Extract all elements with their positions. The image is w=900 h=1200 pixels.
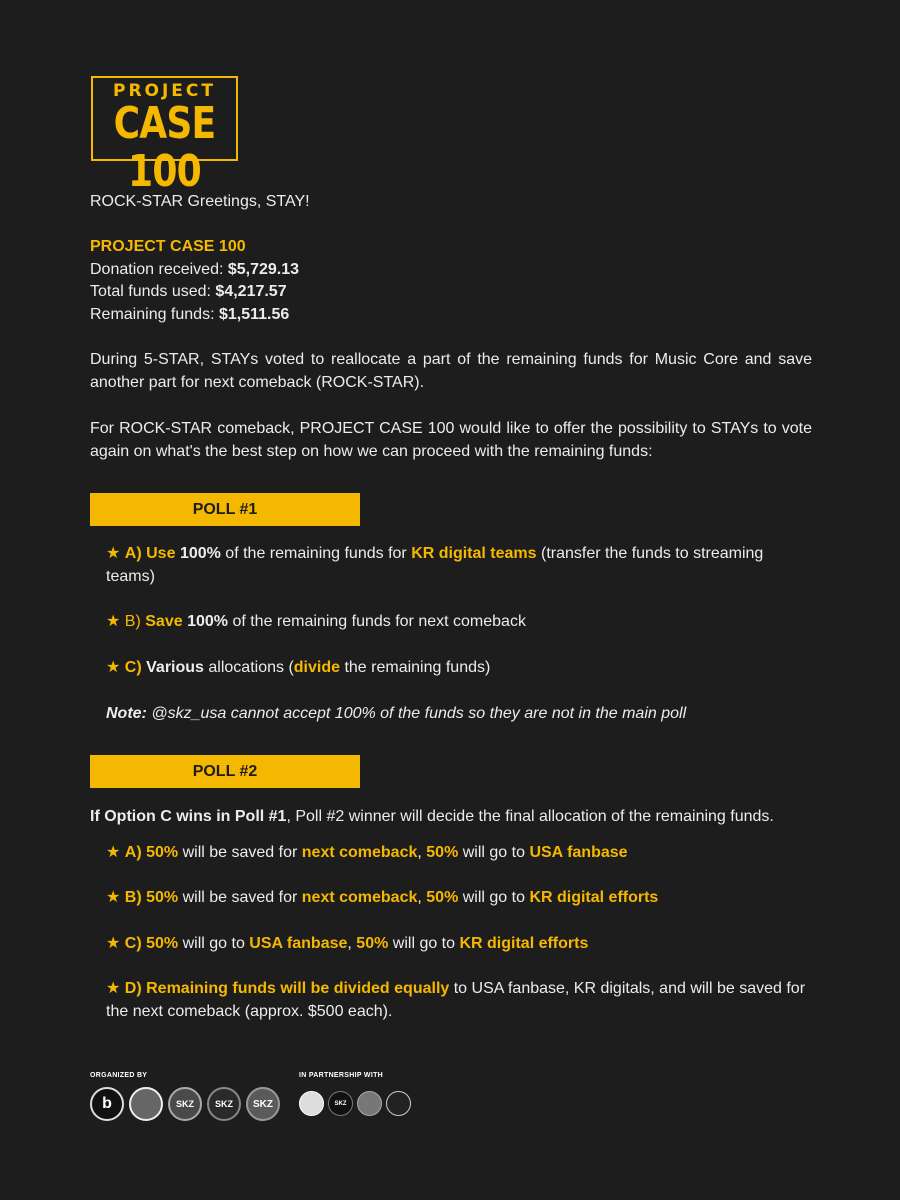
- option-text-2: will go to: [458, 844, 530, 861]
- poll2-option-b: [106, 886, 806, 909]
- option-target-2: KR digital efforts: [459, 935, 589, 952]
- star-icon: ★: [106, 889, 121, 906]
- poll1-header: POLL #1: [90, 493, 360, 526]
- remaining-value: $1,511.56: [218, 305, 290, 323]
- star-icon: ★: [106, 935, 121, 952]
- option-percent: 100%: [187, 613, 228, 630]
- option-percent-2: 50%: [356, 935, 389, 952]
- option-text-2: will go to: [458, 889, 530, 906]
- star-icon: ★: [106, 545, 121, 562]
- organizer-logo-4: SKZ: [207, 1087, 241, 1121]
- option-key: A) Use: [124, 545, 176, 562]
- option-text-rest: (transfer the funds to streaming teams): [106, 545, 764, 585]
- option-key: C): [124, 659, 142, 676]
- option-key: B) 50%: [124, 889, 179, 906]
- poll2-header: POLL #2: [90, 755, 360, 788]
- option-text: will be saved for: [178, 889, 302, 906]
- option-separator: ,: [417, 844, 427, 861]
- option-text: will go to: [178, 935, 250, 952]
- option-target-2: USA fanbase: [529, 844, 628, 861]
- option-separator: ,: [347, 935, 357, 952]
- option-text: of the remaining funds for next comeback: [228, 613, 526, 630]
- option-target-1: USA fanbase: [249, 935, 348, 952]
- option-various: Various: [146, 659, 204, 676]
- poll1-option-c: [106, 656, 806, 679]
- organizer-logo-5: SKZ: [246, 1087, 280, 1121]
- option-text: of the remaining funds for: [220, 545, 412, 562]
- poll2-intro: [90, 806, 820, 829]
- logo-line2: CASE 100: [113, 98, 216, 197]
- option-key: A) 50%: [124, 844, 179, 861]
- partner-logo-1: [299, 1091, 324, 1116]
- poll2-intro-rest: , Poll #2 winner will decide the final allocation of the remaining funds.: [286, 808, 774, 825]
- organizer-logo-2: [129, 1087, 163, 1121]
- option-percent-2: 50%: [426, 844, 459, 861]
- funds-summary: [90, 236, 812, 326]
- partner-logo-4: [386, 1091, 411, 1116]
- logo-line1: PROJECT: [112, 81, 216, 101]
- poll2-option-a: [106, 841, 806, 864]
- used-line: [90, 281, 812, 304]
- star-icon: ★: [106, 613, 121, 630]
- option-key: C) 50%: [124, 935, 179, 952]
- partnership-label: IN PARTNERSHIP WITH: [299, 1072, 383, 1079]
- poll1-option-a: [106, 542, 806, 588]
- option-text-2: will go to: [388, 935, 460, 952]
- remaining-label: Remaining funds:: [90, 305, 219, 323]
- partner-logo-3: [357, 1091, 382, 1116]
- used-value: $4,217.57: [215, 283, 287, 300]
- option-target-1: next comeback: [301, 889, 418, 906]
- poll2-option-d: [106, 977, 806, 1023]
- poll2-option-c: [106, 932, 806, 955]
- option-percent-2: 50%: [426, 889, 459, 906]
- star-icon: ★: [106, 659, 121, 676]
- option-target: KR digital teams: [411, 545, 537, 562]
- donation-label: Donation received:: [90, 260, 228, 278]
- option-target-1: next comeback: [301, 844, 418, 861]
- option-save: Save: [145, 613, 183, 630]
- option-separator: ,: [417, 889, 427, 906]
- option-target-2: KR digital efforts: [529, 889, 659, 906]
- summary-title: PROJECT CASE 100: [90, 238, 246, 255]
- organizer-logo-1: b: [90, 1087, 124, 1121]
- option-text-rest: the remaining funds): [340, 659, 491, 676]
- poll1-note: [106, 702, 806, 725]
- poll1-option-b: [106, 610, 806, 633]
- donation-value: $5,729.13: [227, 260, 300, 278]
- greeting: ROCK-STAR Greetings, STAY!: [90, 193, 310, 210]
- note-label: Note:: [106, 705, 147, 722]
- organizer-logo-3: SKZ: [168, 1087, 202, 1121]
- paragraph-rockstar: For ROCK-STAR comeback, PROJECT CASE 100 would like to offer the possibility to STAYs to vote again on what's the best step on how we can proceed with the remaining funds:: [90, 420, 812, 460]
- star-icon: ★: [106, 980, 121, 997]
- option-key: B): [124, 613, 141, 630]
- used-label: Total funds used:: [90, 283, 216, 300]
- remaining-line: [90, 304, 812, 327]
- option-key: D) Remaining funds will be divided equally: [124, 980, 450, 997]
- option-text: to USA fanbase, KR digitals, and will be saved for the next comeback (approx. $500 each).: [106, 980, 806, 1020]
- star-icon: ★: [106, 844, 121, 861]
- option-percent: 100%: [179, 545, 221, 562]
- partner-logo-2: SKZ: [328, 1091, 353, 1116]
- donation-line: [90, 259, 812, 282]
- poll2-intro-bold: If Option C wins in Poll #1: [90, 808, 287, 825]
- paragraph-5star: During 5-STAR, STAYs voted to reallocate a part of the remaining funds for Music Core and save another part for next comeback (ROCK-STAR).: [90, 351, 812, 391]
- option-text: allocations (: [203, 659, 294, 676]
- organized-by-label: ORGANIZED BY: [90, 1072, 148, 1079]
- project-case-100-logo: [91, 76, 238, 197]
- option-divide: divide: [293, 659, 341, 676]
- note-text: @skz_usa cannot accept 100% of the funds so they are not in the main poll: [146, 705, 687, 722]
- option-text: will be saved for: [178, 844, 302, 861]
